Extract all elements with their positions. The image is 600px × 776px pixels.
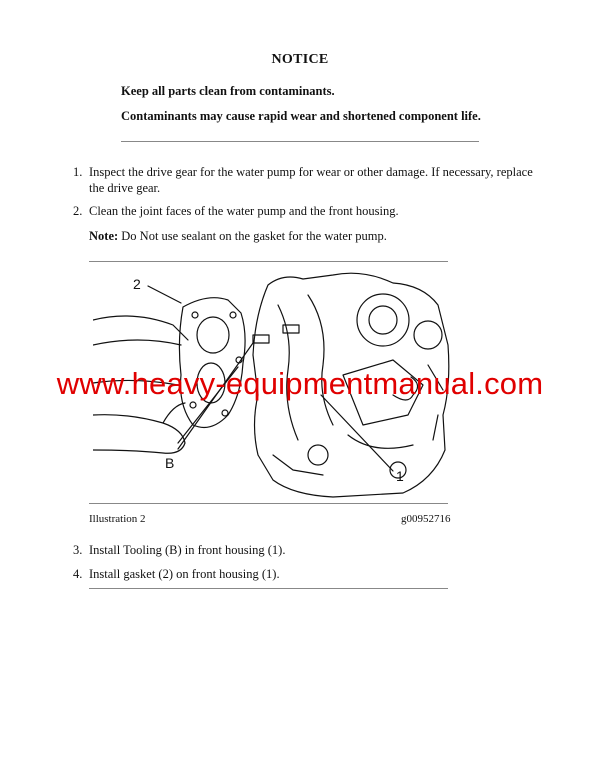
step-number: 3.	[73, 543, 83, 557]
step-number: 1.	[73, 165, 83, 179]
step-number: 2.	[73, 204, 83, 218]
figure-caption: Illustration 2	[89, 513, 146, 525]
bottom-divider	[89, 588, 448, 589]
figure-bottom-rule	[89, 503, 448, 504]
step-2	[73, 203, 533, 219]
notice-line-1: Keep all parts clean from contaminants.	[121, 84, 335, 98]
step-1	[73, 164, 533, 196]
step-text: Install Tooling (B) in front housing (1).	[89, 543, 286, 557]
watermark: www.heavy-equipmentmanual.com	[56, 366, 544, 401]
step-text: Install gasket (2) on front housing (1).	[89, 567, 280, 581]
note-label: Note:	[89, 229, 119, 243]
note	[89, 229, 387, 244]
notice-heading: NOTICE	[271, 52, 329, 67]
note-text: Do Not use sealant on the gasket for the water pump.	[121, 229, 387, 243]
notice-divider	[121, 141, 479, 142]
callout-b: B	[165, 455, 175, 471]
step-number: 4.	[73, 567, 83, 581]
callout-1: 1	[396, 468, 404, 484]
figure-image-id: g00952716	[401, 513, 451, 525]
step-text: Clean the joint faces of the water pump and the front housing.	[89, 204, 399, 218]
callout-2: 2	[133, 276, 141, 292]
step-text: Inspect the drive gear for the water pump for wear or other damage. If necessary, replace the drive gear.	[89, 165, 533, 195]
step-4	[73, 566, 533, 582]
figure-top-rule	[89, 261, 448, 262]
step-3	[73, 542, 533, 558]
notice-line-2: Contaminants may cause rapid wear and shortened component life.	[121, 109, 481, 123]
